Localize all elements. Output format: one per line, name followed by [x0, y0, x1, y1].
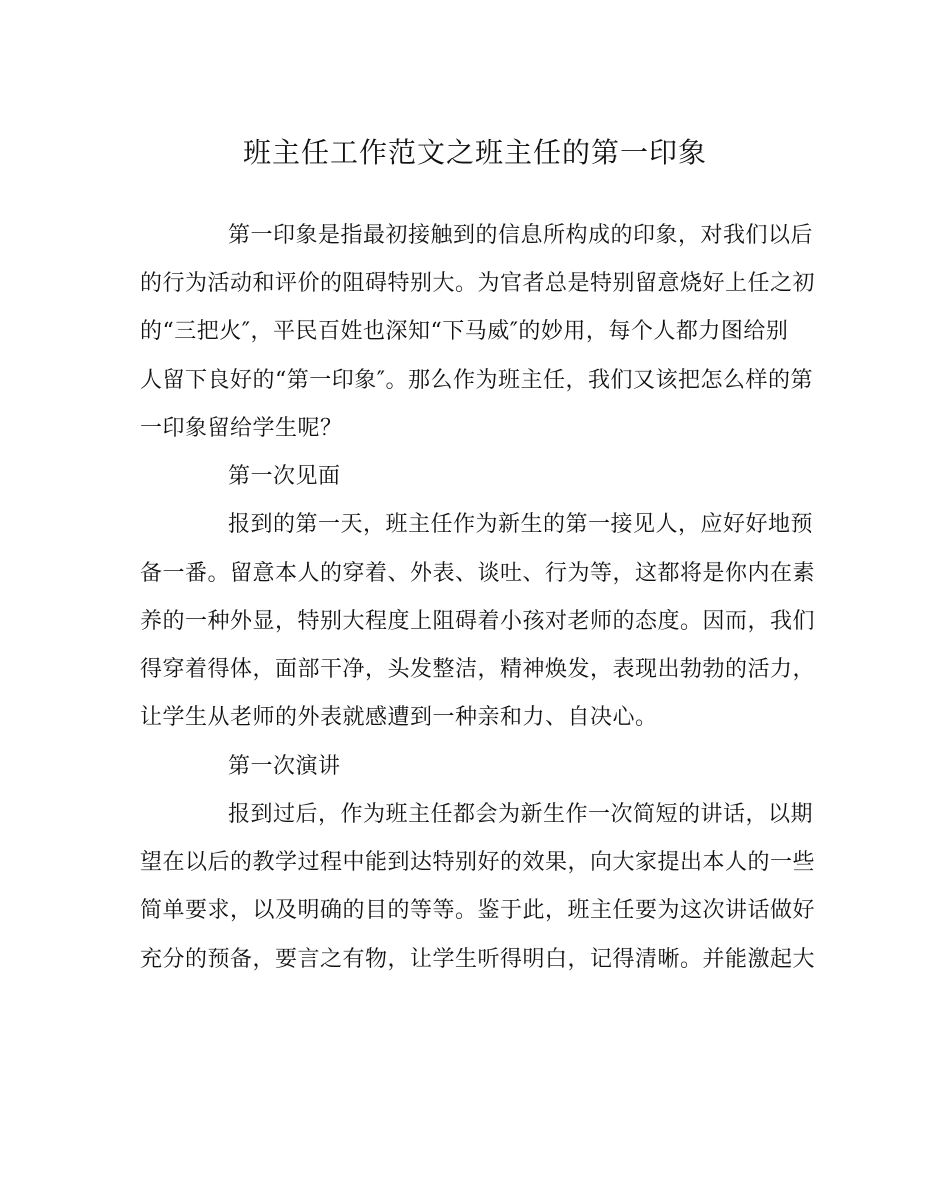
paragraph-line: 第一印象是指最初接触到的信息所构成的印象，对我们以后: [228, 223, 814, 248]
paragraph-line: 望在以后的教学过程中能到达特别好的效果，向大家提出本人的一些: [140, 850, 816, 875]
section-heading: 第一次演讲: [228, 754, 341, 779]
paragraph-line: 一印象留给学生呢？: [140, 416, 343, 441]
paragraph-line: 得穿着得体，面部干净，头发整洁，精神焕发，表现出勃勃的活力，: [140, 657, 816, 682]
paragraph-line: 充分的预备，要言之有物，让学生听得明白，记得清晰。并能激起大: [140, 947, 816, 972]
paragraph-line: 让学生从老师的外表就感遭到一种亲和力、自决心。: [140, 705, 658, 730]
paragraph-line: 的“三把火″，平民百姓也深知“下马威″的妙用，每个人都力图给别: [140, 319, 789, 344]
section-heading: 第一次见面: [228, 464, 341, 489]
paragraph-line: 报到的第一天，班主任作为新生的第一接见人，应好好地预: [228, 512, 814, 537]
paragraph-line: 报到过后，作为班主任都会为新生作一次简短的讲话，以期: [228, 802, 814, 827]
paragraph-line: 简单要求，以及明确的目的等等。鉴于此，班主任要为这次讲话做好: [140, 898, 816, 923]
paragraph-line: 备一番。留意本人的穿着、外表、谈吐、行为等，这都将是你内在素: [140, 561, 816, 586]
paragraph-line: 人留下良好的“第一印象″。那么作为班主任，我们又该把怎么样的第: [140, 368, 813, 393]
paragraph-line: 的行为活动和评价的阻碍特别大。为官者总是特别留意烧好上任之初: [140, 271, 816, 296]
paragraph-line: 养的一种外显，特别大程度上阻碍着小孩对老师的态度。因而，我们: [140, 609, 816, 634]
document-title: 班主任工作范文之班主任的第一印象: [242, 136, 707, 169]
